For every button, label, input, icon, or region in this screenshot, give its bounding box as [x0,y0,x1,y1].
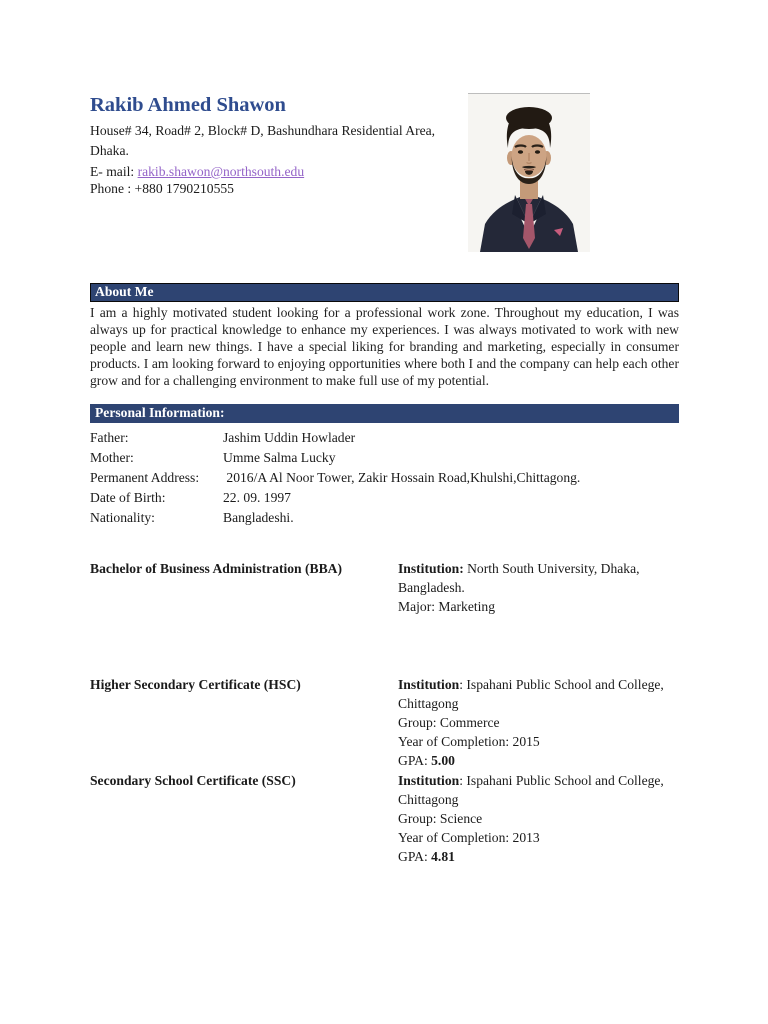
info-label: Nationality: [90,510,155,525]
degree-details [398,675,679,770]
info-label: Permanent Address: [90,470,200,485]
address-line-1: House# 34, Road# 2, Block# D, Bashundhara Residential Area, [90,123,436,138]
institution-value: North South University, Dhaka, Bangladesh. [398,561,640,595]
degree-title: Higher Secondary Certificate (HSC) [90,677,301,692]
education-entry-bba [90,559,679,616]
portrait-illustration [468,94,590,252]
phone-line: Phone : +880 1790210555 [90,181,234,196]
email-link[interactable]: rakib.shawon@northsouth.edu [137,164,305,179]
info-label: Date of Birth: [90,490,166,505]
info-value: 2016/A Al Noor Tower, Zakir Hossain Road,Khulshi,Chittagong. [223,470,581,485]
info-row-date-of-birth [90,488,679,508]
year-line: Year of Completion: 2015 [398,734,540,749]
institution-line [398,675,679,713]
institution-label: Institution [398,773,460,788]
group-line: Group: Science [398,811,483,826]
info-row-mother [90,448,679,468]
institution-label: Institution [398,677,460,692]
personal-info-list [90,428,679,528]
gpa-value: 5.00 [431,753,455,768]
section-header-about-me: About Me [90,283,679,302]
email-label: E- mail: [90,164,138,179]
gpa-line [398,751,679,770]
info-row-father [90,428,679,448]
degree-details [398,771,679,866]
about-me-text: I am a highly motivated student looking for a professional work zone. Throughout my education, I was always up for practical knowledge to enhance my experiences. I was always motivated to work with new people and learn new things. I have a special liking for branding and marketing, especially in consumer products. I am looking forward to enjoying opportunities where both I and the company can help each other grow and for a challenging environment to make full use of my potential. [90,305,679,388]
degree-details [398,559,679,616]
resume-content [90,53,679,866]
major-line: Major: Marketing [398,599,496,614]
group-line: Group: Commerce [398,715,500,730]
year-line: Year of Completion: 2013 [398,830,540,845]
gpa-label: GPA: [398,849,432,864]
address-line-2: Dhaka. [90,143,129,158]
info-label: Father: [90,430,129,445]
info-row-permanent-address [90,468,679,488]
gpa-label: GPA: [398,753,432,768]
education-entry-hsc [90,675,679,770]
info-value: Jashim Uddin Howlader [223,430,356,445]
info-row-nationality [90,508,679,528]
info-label: Mother: [90,450,134,465]
degree-title: Bachelor of Business Administration (BBA) [90,561,343,576]
institution-value: : Ispahani Public School and College, Chittagong [398,677,664,711]
institution-value: : Ispahani Public School and College, Chittagong [398,773,664,807]
institution-label: Institution: [398,561,464,576]
info-value: Bangladeshi. [223,510,294,525]
section-header-personal-information: Personal Information: [90,404,679,423]
person-name: Rakib Ahmed Shawon [90,94,286,116]
header [90,93,679,252]
education-entry-ssc [90,771,679,866]
email-line [90,163,679,180]
degree-title: Secondary School Certificate (SSC) [90,773,296,788]
gpa-line [398,847,679,866]
institution-line [398,771,679,809]
info-value: Umme Salma Lucky [223,450,336,465]
institution-line [398,559,679,597]
info-value: 22. 09. 1997 [223,490,291,505]
gpa-value: 4.81 [431,849,455,864]
profile-photo [468,93,590,252]
